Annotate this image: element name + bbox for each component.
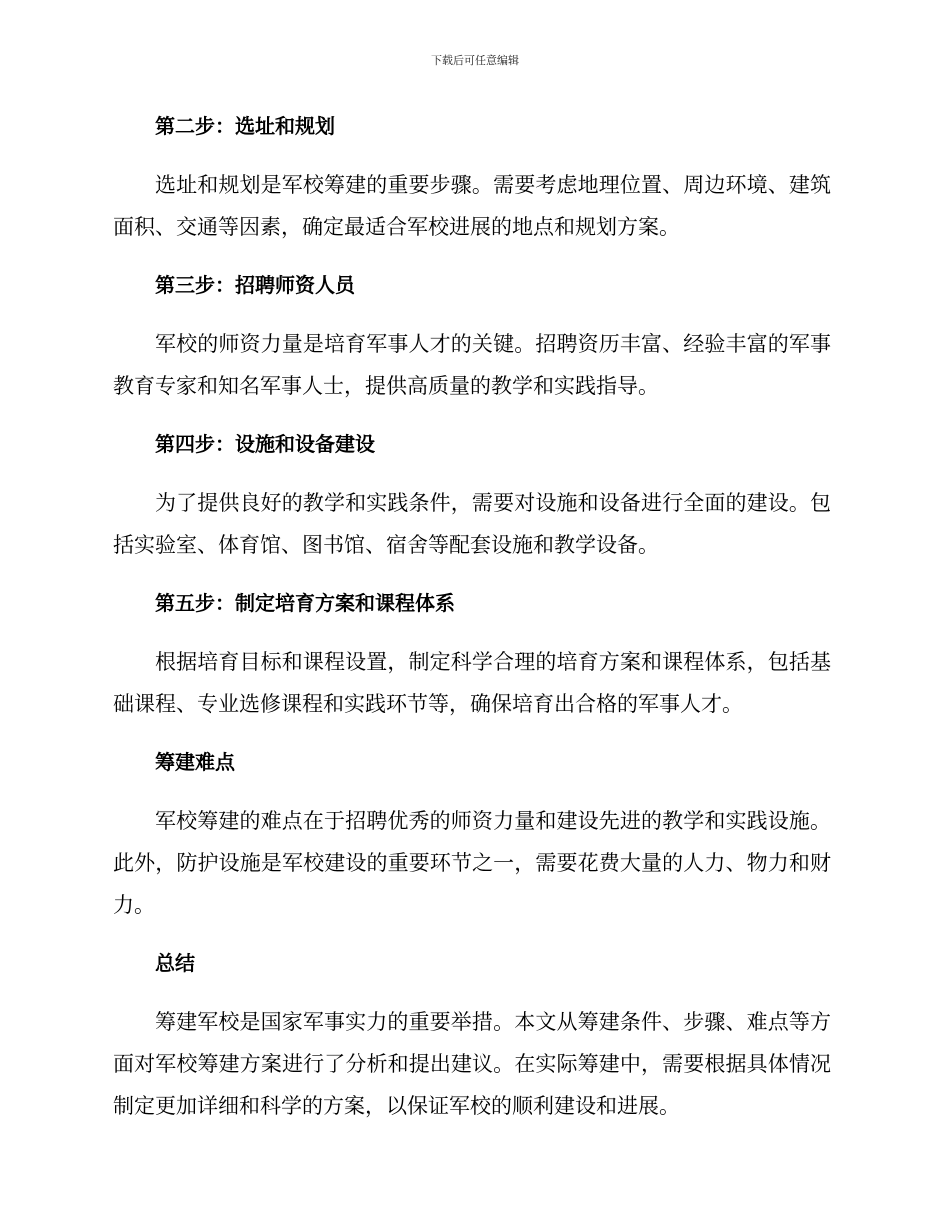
section-paragraph-summary: 筹建军校是国家军事实力的重要举措。本文从筹建条件、步骤、难点等方面对军校筹建方案进行了分析和提出建议。在实际筹建中，需要根据具体情况制定更加详细和科学的方案，以保证军校的顺利建设和进展。 [113,1010,831,1118]
section-heading-summary: 总结 [155,951,195,975]
section-paragraph-step3: 军校的师资力量是培育军事人才的关键。招聘资历丰富、经验丰富的军事教育专家和知名军事人士，提供高质量的教学和实践指导。 [113,332,831,398]
section-paragraph-step2: 选址和规划是军校筹建的重要步骤。需要考虑地理位置、周边环境、建筑面积、交通等因素，确定最适合军校进展的地点和规划方案。 [113,173,831,239]
section-heading-step3: 第三步：招聘师资人员 [155,273,355,297]
section-heading-step4: 第四步：设施和设备建设 [155,432,375,456]
section-heading-step2: 第二步：选址和规划 [155,114,335,138]
section-heading-step5: 第五步：制定培育方案和课程体系 [155,591,455,615]
section-heading-difficulties: 筹建难点 [155,750,235,774]
section-paragraph-difficulties: 军校筹建的难点在于招聘优秀的师资力量和建设先进的教学和实践设施。此外，防护设施是军校建设的重要环节之一，需要花费大量的人力、物力和财力。 [113,809,831,917]
page-header: 下载后可任意编辑 [431,54,519,67]
section-paragraph-step4: 为了提供良好的教学和实践条件，需要对设施和设备进行全面的建设。包括实验室、体育馆、图书馆、宿舍等配套设施和教学设备。 [113,491,831,557]
section-paragraph-step5: 根据培育目标和课程设置，制定科学合理的培育方案和课程体系，包括基础课程、专业选修课程和实践环节等，确保培育出合格的军事人才。 [113,650,831,716]
document-body [113,108,831,1146]
